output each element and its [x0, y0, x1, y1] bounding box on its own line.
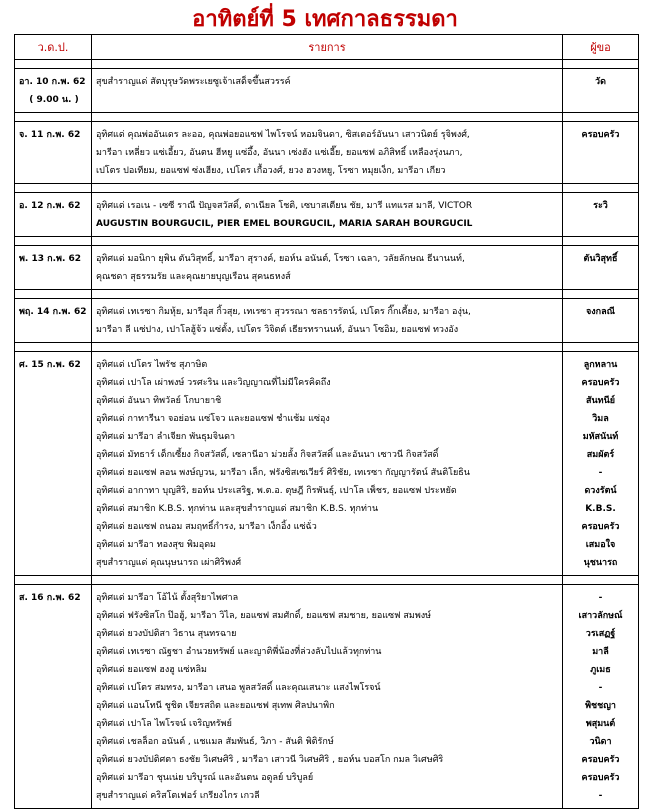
spacer-cell	[563, 60, 639, 69]
table-row	[15, 122, 639, 184]
table-body	[15, 60, 639, 809]
intention-line: อุทิศแด่ เชลล็อก อนันต์ , แชแมล สัมพันธ์, วิภา - สันติ พิติรักษ์	[96, 737, 334, 747]
intention-line: อุทิศแด่ ยวงบัปติสา วิธาน สุนทรฉาย	[96, 629, 237, 639]
date-cell	[15, 585, 92, 809]
row-spacer	[15, 576, 639, 585]
spacer-cell	[563, 113, 639, 122]
date-text: พฤ. 14 ก.พ. 62	[19, 307, 87, 317]
items-cell	[92, 193, 563, 237]
intention-line: อุทิศแด่ มอนิกา ยุพิน ตันวิสุทธิ์, มารีอา สุรางค์, ยอห์น อนันต์, โรซา เฉลา, วลัยลักษณ ธีนานนท์,	[96, 254, 465, 264]
table-row	[15, 246, 639, 290]
intention-line: อุทิศแด่ เปาโล เผ่าพงษ์ วรศะริน และวิญญาณที่ไม่มีใครคิดถึง	[96, 378, 331, 388]
intention-line: อุทิศแด่ แอนโทนี ชูชิต เจียรสถิต และยอแซฟ สุเทพ ศิลปนาพิก	[96, 701, 335, 711]
requester-name: ลูกหลาน	[583, 360, 618, 370]
spacer-cell	[92, 576, 563, 585]
intention-line: อุทิศแด่ อันนา ทิพวัลย์ โกบายาชิ	[96, 396, 222, 406]
requester-name: ครอบครัว	[581, 773, 620, 783]
spacer-cell	[92, 113, 563, 122]
intention-line: AUGUSTIN BOURGUCIL, PIER EMEL BOURGUCIL, MARIA SARAH BOURGUCIL	[96, 219, 473, 229]
requester-name: วิมล	[592, 414, 609, 424]
requester-name: ระวิ	[593, 201, 608, 211]
intention-line: อุทิศแด่ ฟรังซิสโก ป๊อฮู้, มารีอา วิไล, ยอแซฟ สมศักดิ์, ยอแซฟ สมชาย, ยอแซฟ สมพงษ์	[96, 611, 432, 621]
intention-line: อุทิศแด่ เรอเน - เซซี ราณี ปัญจสวัสดิ์, ดาเนียล โชติ, เซบาสเตียน ชัย, มารี แทแรส มาลี, VICTOR	[96, 201, 473, 211]
requester-name: วัด	[595, 77, 606, 87]
spacer-cell	[563, 290, 639, 299]
intention-line: อุทิศแด่ เทเรซา ณัฐชา อำนวยทรัพย์ และญาติพี่น้องที่ล่วงลับไปแล้วทุกท่าน	[96, 647, 382, 657]
spacer-cell	[15, 60, 92, 69]
spacer-cell	[15, 237, 92, 246]
intention-line: คุณชดา สุธรรมรัย และคุณยายบุญเรือน สุคนธหงส์	[96, 272, 291, 282]
intention-line: สุขสำราญแด่ คุณนุษนารถ เผ่าศิริพงศ์	[96, 558, 242, 568]
requester-name: ครอบครัว	[581, 755, 620, 765]
requester-name: ครอบครัว	[581, 378, 620, 388]
requester-name: ดวงรัตน์	[584, 486, 617, 496]
intention-line: อุทิศแด่ มัทธาร์ เด็กเซี้ยง กิจสวัสดิ์, เซลานีอา ม่วยลั้ง กิจสวัสดิ์ และอันนา เซาวนี กิจสวัสดิ์	[96, 450, 439, 460]
date-text: ส. 16 ก.พ. 62	[19, 593, 81, 603]
table-row	[15, 193, 639, 237]
requester-cell	[563, 193, 639, 237]
date-text: อ. 12 ก.พ. 62	[19, 201, 81, 211]
requester-name: ตันวิสุทธิ์	[583, 254, 618, 264]
table-header-row	[15, 35, 639, 60]
requester-name: วรเสฏฐ์	[585, 629, 616, 639]
row-spacer	[15, 60, 639, 69]
items-cell	[92, 246, 563, 290]
requester-cell	[563, 585, 639, 809]
requester-name: -	[598, 468, 603, 478]
requester-cell	[563, 122, 639, 184]
table-row	[15, 69, 639, 113]
row-spacer	[15, 184, 639, 193]
intention-line: อุทิศแด่ เทเรซา กิมหุ้ย, มารีอุส กิ้วสุย, เทเรซา สุวรรณา ชลธารรัตน์, เปโตร กิ๊กเคี้ยง, มารีอา องุ่น,	[96, 307, 471, 317]
table-row	[15, 585, 639, 809]
intention-line: อุทิศแด่ ยอแซฟ ฮงฮู แซ่หลิม	[96, 665, 207, 675]
items-cell	[92, 352, 563, 576]
requester-name: จงกลณี	[586, 307, 615, 317]
spacer-cell	[563, 237, 639, 246]
requester-name: -	[598, 791, 603, 801]
intention-line: อุทิศแด่ เปาโล ไพโรจน์ เจริญทรัพย์	[96, 719, 232, 729]
requester-name: นุชนารถ	[583, 558, 618, 568]
requester-name: พิชชญา	[585, 701, 616, 711]
requester-name: ครอบครัว	[581, 522, 620, 532]
items-cell	[92, 585, 563, 809]
requester-name: พสุมนต์	[585, 719, 616, 729]
requester-name: สมผัตร์	[586, 450, 615, 460]
intention-line: เปโตร ปอเทียม, ยอแซฟ ซ่งเฮียง, เปโตร เกื้อวงศ์, ยวง ฮวงหยู, โรซา หมุยเง็ก, มารีอา เกียว	[96, 166, 446, 176]
row-spacer	[15, 237, 639, 246]
date-time: ( 9.00 น. )	[29, 95, 79, 105]
requester-name: มาลี	[592, 647, 609, 657]
intention-line: มารีอา เหลี่ยว แซ่เอี้ยว, อันตน ฮีหยู แซ่อึ้ง, อันนา เซ่งฮัง แซ่เอี๊ย, ยอแซฟ อภิสิทธิ์ เหลืองรุ่งนภา,	[96, 148, 463, 158]
requester-cell	[563, 246, 639, 290]
date-cell	[15, 352, 92, 576]
date-text: พ. 13 ก.พ. 62	[19, 254, 82, 264]
requester-name: วนิดา	[589, 737, 612, 747]
date-cell	[15, 122, 92, 184]
requester-cell	[563, 299, 639, 343]
intention-line: อุทิศแด่ ยอแซฟ ลอน พงษ์ญวน, มารีอา เล็ก, ฟรังซิสเซเวียร์ ศิริชัย, เทเรซา กัญญารัตน์ สันติโยธิน	[96, 468, 470, 478]
date-cell	[15, 69, 92, 113]
intention-line: อุทิศแด่ ยวงบัปติศตา ธงชัย วิเศษศิริ , มารีอา เสาวนี วิเศษศิริ , ยอห์น บอสโก กมล วิเศษศิริ	[96, 755, 444, 765]
requester-name: ภูเมธ	[590, 665, 611, 675]
header-items: รายการ	[92, 35, 563, 60]
header-date: ว.ด.ป.	[15, 35, 92, 60]
intention-line: สุขสำราญแด่ คริสโตเฟอร์ เกรียงไกร เกวลี	[96, 791, 260, 801]
spacer-cell	[563, 184, 639, 193]
row-spacer	[15, 290, 639, 299]
spacer-cell	[15, 290, 92, 299]
intention-line: สุขสำราญแด่ สัตบุรุษวัดพระเยซูเจ้าเสด็จขึ้นสวรรค์	[96, 77, 291, 87]
requester-name: ครอบครัว	[581, 130, 620, 140]
requester-name: -	[598, 683, 603, 693]
intention-line: อุทิศแด่ คุณพ่ออันเดร ละออ, คุณพ่อยอแซฟ ไพโรจน์ หอมจินดา, ซิสเตอร์อันนา เสาวนิตย์ รุจิพงศ์,	[96, 130, 470, 140]
mass-intention-table	[14, 34, 639, 809]
requester-name: K.B.S.	[585, 504, 616, 514]
items-cell	[92, 122, 563, 184]
intention-line: อุทิศแด่ เปโตร สมทรง, มารีอา เสนอ พูลสวัสดิ์ และคุณเสนาะ แสงไพโรจน์	[96, 683, 381, 693]
date-text: ศ. 15 ก.พ. 62	[19, 360, 81, 370]
intention-line: อุทิศแด่ กาทารีนา จอย่อน แซ่โจว และยอแซฟ ชำแช้ม แซ่อุง	[96, 414, 330, 424]
requester-cell	[563, 69, 639, 113]
row-spacer	[15, 343, 639, 352]
spacer-cell	[563, 576, 639, 585]
intention-line: อุทิศแด่ อากาทา บุญสิริ, ยอห์น ประเสริฐ, พ.ต.อ. ตุษฎี กิรพันธุ์, เปาโล เพ็ชร, ยอแซฟ ประหยัด	[96, 486, 457, 496]
date-text: จ. 11 ก.พ. 62	[19, 130, 81, 140]
spacer-cell	[92, 60, 563, 69]
page-title: อาทิตย์ที่ 5 เทศกาลธรรมดา	[192, 7, 458, 32]
spacer-cell	[92, 184, 563, 193]
items-cell	[92, 69, 563, 113]
spacer-cell	[92, 343, 563, 352]
spacer-cell	[15, 343, 92, 352]
intention-line: อุทิศแด่ มารีอา ชุนเน่ย บริบูรณ์ และอันตน อดูลย์ บริบูลย์	[96, 773, 314, 783]
requester-name: มหัสนันท์	[582, 432, 619, 442]
items-cell	[92, 299, 563, 343]
requester-name: เสมอใจ	[585, 540, 616, 550]
date-text: อา. 10 ก.พ. 62	[19, 77, 86, 87]
intention-line: อุทิศแด่ มารีอา ทองสุข พิมอุดม	[96, 540, 216, 550]
intention-line: อุทิศแด่ ยอแซฟ ถนอม สมฤทธิ์กำรง, มารีอา เง็กอิ้ง แซ่ฉั่ว	[96, 522, 317, 532]
requester-cell	[563, 352, 639, 576]
table-row	[15, 299, 639, 343]
spacer-cell	[92, 237, 563, 246]
intention-line: อุทิศแด่ มารีอา โอ้ไน้ ตั้งสุริยาไพศาล	[96, 593, 239, 603]
spacer-cell	[15, 576, 92, 585]
table-row	[15, 352, 639, 576]
spacer-cell	[15, 184, 92, 193]
spacer-cell	[563, 343, 639, 352]
date-cell	[15, 193, 92, 237]
requester-name: -	[598, 593, 603, 603]
intention-line: มารีอา ลี แซ่ปาง, เปาโลฮู้จ้ว แซ่ตั้ง, เปโตร วิจิตต์ เธียรทรานนท์, อันนา โซอิม, ยอแซฟ ทวงอัง	[96, 325, 459, 335]
row-spacer	[15, 113, 639, 122]
date-cell	[15, 299, 92, 343]
intention-line: อุทิศแด่ สมาชิก K.B.S. ทุกท่าน และสุขสำราญแด่ สมาชิก K.B.S. ทุกท่าน	[96, 504, 379, 514]
intention-line: อุทิศแด่ มารีอา ลำเจียก พันธุมจินดา	[96, 432, 236, 442]
spacer-cell	[92, 290, 563, 299]
requester-name: สันทนีย์	[585, 396, 615, 406]
intention-line: อุทิศแด่ เปโตร ไพรัช สุภาษิต	[96, 360, 208, 370]
spacer-cell	[15, 113, 92, 122]
header-requester: ผู้ขอ	[563, 35, 639, 60]
requester-name: เสาวลักษณ์	[578, 611, 623, 621]
date-cell	[15, 246, 92, 290]
